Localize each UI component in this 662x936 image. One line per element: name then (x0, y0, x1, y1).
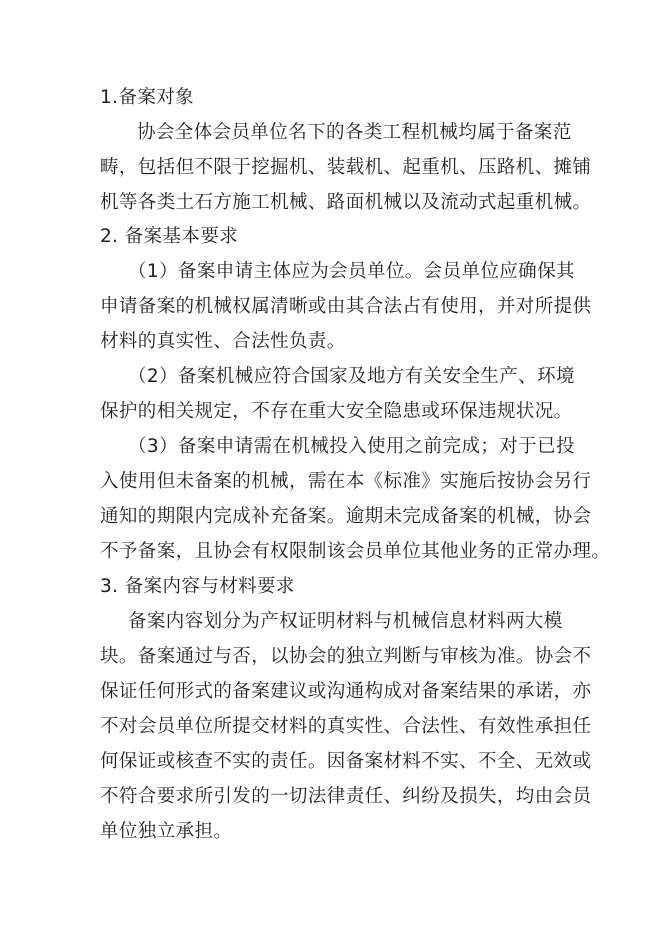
paragraph-line: 单位独立承担。 (100, 821, 233, 842)
paragraph-line: 申请备案的机械权属清晰或由其合法占有使用，并对所提供 (100, 296, 592, 317)
paragraph-line: 不予备案，且协会有权限制该会员单位其他业务的正常办理。 (100, 541, 611, 562)
paragraph-line: 不符合要求所引发的一切法律责任、纠纷及损失，均由会员 (100, 786, 592, 807)
paragraph-line: 不对会员单位所提交材料的真实性、合法性、有效性承担任 (100, 716, 592, 737)
paragraph-line: 保护的相关规定，不存在重大安全隐患或环保违规状况。 (100, 401, 573, 422)
paragraph-line: 通知的期限内完成补充备案。逾期未完成备案的机械，协会 (100, 506, 592, 527)
paragraph-line: （1）备案申请主体应为会员单位。会员单位应确保其 (128, 261, 575, 282)
paragraph-line: 备案内容划分为产权证明材料与机械信息材料两大模 (128, 611, 563, 632)
paragraph-line: 何保证或核查不实的责任。因备案材料不实、不全、无效或 (100, 751, 592, 772)
paragraph-line: （2）备案机械应符合国家及地方有关安全生产、环境 (128, 366, 575, 387)
section-heading: 2. 备案基本要求 (100, 226, 239, 247)
paragraph-line: （3）备案申请需在机械投入使用之前完成；对于已投 (128, 436, 575, 457)
paragraph-line: 协会全体会员单位名下的各类工程机械均属于备案范 (137, 122, 572, 143)
paragraph-line: 机等各类土石方施工机械、路面机械以及流动式起重机械。 (100, 192, 592, 213)
section-heading: 3. 备案内容与材料要求 (100, 576, 295, 597)
paragraph-line: 畴，包括但不限于挖掘机、装载机、起重机、压路机、摊铺 (100, 157, 592, 178)
paragraph-line: 入使用但未备案的机械，需在本《标准》实施后按协会另行 (100, 471, 592, 492)
paragraph-line: 材料的真实性、合法性负责。 (100, 331, 346, 352)
paragraph-line: 块。备案通过与否，以协会的独立判断与审核为准。协会不 (100, 646, 592, 667)
section-heading: 1.备案对象 (100, 87, 195, 108)
paragraph-line: 保证任何形式的备案建议或沟通构成对备案结果的承诺，亦 (100, 681, 592, 702)
